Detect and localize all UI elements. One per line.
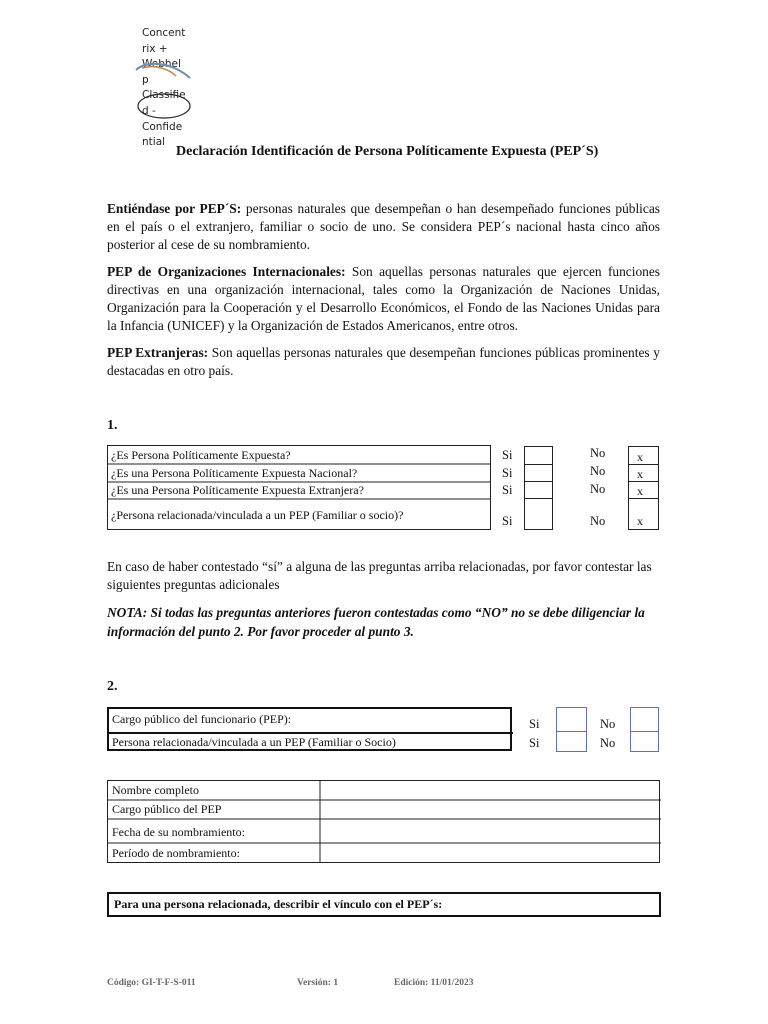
yes-label: Si — [529, 736, 540, 750]
question-text: ¿Persona relacionada/vinculada a un PEP (Familiar o socio)? — [111, 508, 404, 522]
question-text: ¿Es una Persona Políticamente Expuesta Extranjera? — [111, 483, 364, 497]
section-2-question-text: Cargo público del funcionario (PEP): — [112, 712, 292, 726]
definition-peps — [107, 200, 660, 254]
logo-line: Confide — [142, 120, 183, 133]
definition-text: personas naturales que desempeñan o han desempeñado funciones públicas en el país o el extranjero, familiar o socio de uno. Se considera PEP´s nacional hasta cinco años posterior al cese de su nombramiento. — [107, 201, 660, 252]
appointment-period-field[interactable] — [324, 844, 654, 862]
field-label: Período de nombramiento: — [112, 846, 240, 860]
yes-label: Si — [502, 466, 513, 480]
no-checkbox-mark: x — [637, 450, 643, 464]
no-label: No — [590, 464, 606, 478]
definition-term: PEP de Organizaciones Internacionales: — [107, 264, 346, 279]
logo-line: Concent — [142, 27, 186, 39]
logo-line: rix + — [142, 42, 168, 55]
footer-code: Código: GI-T-F-S-011 — [107, 978, 196, 988]
note-text: NOTA: Si todas las preguntas anteriores fueron contestadas como “NO” no se debe diligenciar la información del punto 2. Por favor proceder al punto 3. — [107, 605, 645, 639]
yes-label: Si — [502, 483, 513, 497]
section-1-number: 1. — [107, 418, 118, 433]
logo-swirl-icon — [132, 58, 202, 128]
definition-term: Entiéndase por PEP´S: — [107, 201, 242, 216]
no-label: No — [600, 736, 616, 750]
logo-line: Classifie — [142, 89, 186, 102]
no-checkbox[interactable] — [630, 731, 659, 752]
relation-description-box[interactable] — [107, 892, 661, 917]
yes-checkbox[interactable] — [524, 498, 553, 530]
footer-version: Versión: 1 — [297, 978, 339, 988]
no-checkbox[interactable] — [628, 498, 659, 530]
definition-term: PEP Extranjeras: — [107, 345, 209, 360]
instructions-text: En caso de haber contestado “sí” a alguna de las preguntas arriba relacionadas, por favor contestar las siguientes preguntas adicionales — [107, 559, 652, 592]
definition-international — [107, 263, 660, 335]
yes-checkbox[interactable] — [556, 707, 587, 733]
full-name-field[interactable] — [324, 782, 654, 800]
field-label: Nombre completo — [112, 783, 199, 797]
definition-text: Son aquellas personas naturales que desempeñan funciones públicas prominentes y destacadas en otro país. — [107, 345, 660, 378]
appointment-date-field[interactable] — [324, 820, 654, 842]
no-checkbox-mark: x — [637, 514, 643, 528]
definition-text: Son aquellas personas naturales que ejercen funciones directivas en una organización internacional, tales como la Organización de Naciones Unidas, Organización para la Cooperación y el Desarrollo Económicos, el Fondo de las Naciones Unidas para la Infancia (UNICEF) y la Organización de Estados Americanos, entre otros. — [107, 264, 661, 333]
yes-checkbox[interactable] — [556, 731, 587, 752]
question-text: ¿Es una Persona Políticamente Expuesta Nacional? — [111, 466, 358, 480]
logo-line: Webhel — [142, 58, 181, 71]
no-label: No — [590, 482, 606, 496]
field-label: Fecha de su nombramiento: — [112, 825, 245, 839]
no-checkbox[interactable] — [628, 446, 659, 466]
yes-label: Si — [502, 448, 513, 462]
yes-checkbox[interactable] — [524, 446, 553, 466]
no-label: No — [600, 717, 616, 731]
section-2-question-text: Persona relacionada/vinculada a un PEP (Familiar o Socio) — [112, 735, 396, 749]
yes-label: Si — [529, 717, 540, 731]
no-checkbox[interactable] — [630, 707, 659, 733]
no-label: No — [590, 514, 606, 528]
footer-edition: Edición: 11/01/2023 — [394, 978, 474, 988]
relation-prompt: Para una persona relacionada, describir el vínculo con el PEP´s: — [114, 897, 443, 911]
no-checkbox-mark: x — [637, 484, 643, 498]
page-title: Declaración Identificación de Persona Políticamente Expuesta (PEP´S) — [176, 144, 599, 159]
question-text: ¿Es Persona Políticamente Expuesta? — [111, 448, 291, 462]
section-2-number: 2. — [107, 679, 118, 694]
field-label: Cargo público del PEP — [112, 802, 222, 816]
no-checkbox-mark: x — [637, 467, 643, 481]
definition-foreign — [107, 344, 660, 380]
logo-line: d - — [142, 104, 156, 117]
logo-line: ntial — [142, 136, 166, 149]
yes-label: Si — [502, 514, 513, 528]
public-position-field[interactable] — [324, 801, 654, 819]
logo-line: p — [142, 73, 149, 86]
no-label: No — [590, 446, 606, 460]
